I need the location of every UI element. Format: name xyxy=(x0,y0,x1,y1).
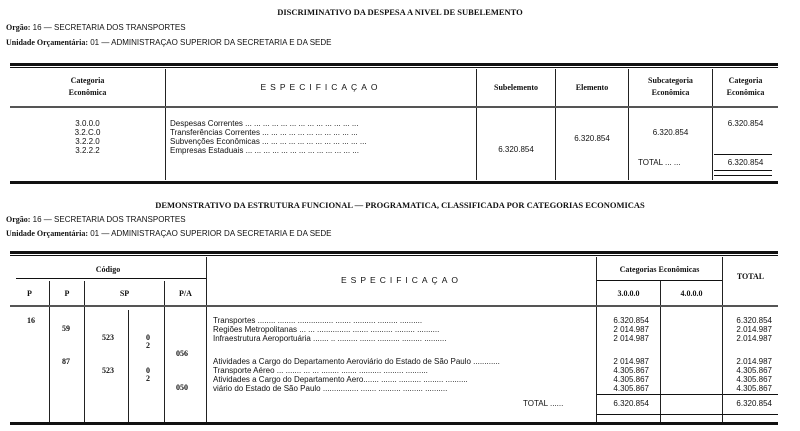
header-subelemento: Subelemento xyxy=(494,83,538,92)
categoria-value: 6.320.854 xyxy=(727,119,764,128)
unidade-value: 01 — ADMINISTRAÇAO SUPERIOR DA SECRETARIA E DA SEDE xyxy=(90,229,332,238)
cat3-value: 6.320.854 xyxy=(613,316,649,325)
spec: viário do Estado de São Paulo ................ ....... .......... ......... .......... xyxy=(213,384,448,393)
total-value: 6.320.854 xyxy=(736,316,772,325)
total-label: TOTAL ...... xyxy=(523,399,564,408)
header-categorias: Categorias Econômicas xyxy=(619,265,700,274)
code-sub-b2: 2 xyxy=(146,374,150,383)
header-codigo: Código xyxy=(95,265,121,274)
code-sp-a: 523 xyxy=(102,333,114,342)
cat3-value: 2 014.987 xyxy=(613,325,649,334)
spec: Empresas Estaduais ... ... ... ... ... ... ... ... ... ... ... ... ... xyxy=(170,146,359,155)
divider xyxy=(128,310,129,422)
total-rule xyxy=(714,175,772,176)
spec: Transporte Aéreo ... ....... ... ... ........ ....... .......... ......... .......... xyxy=(213,366,428,375)
section1-title: DISCRIMINATIVO DA DESPESA A NIVEL DE SUBELEMENTO xyxy=(277,7,523,17)
code: 3.2.C.0 xyxy=(74,128,101,137)
orgao-value: 16 — SECRETARIA DOS TRANSPORTES xyxy=(32,23,186,32)
header-elemento: Elemento xyxy=(575,83,609,92)
header-total: TOTAL xyxy=(736,272,765,281)
orgao-value: 16 — SECRETARIA DOS TRANSPORTES xyxy=(32,215,186,224)
header-especificacao: ESPECIFICAÇAO xyxy=(260,82,382,92)
cat3-b xyxy=(597,357,649,393)
code: 3.2.2.0 xyxy=(75,137,100,146)
table1-bottom-rule xyxy=(10,181,778,184)
total-value: 6.320.854 xyxy=(736,399,772,408)
section2-unidade xyxy=(6,229,331,238)
unidade-value: 01 — ADMINISTRAÇAO SUPERIOR DA SECRETARIA E DA SEDE xyxy=(90,38,332,47)
orgao-label: Orgão: xyxy=(6,215,31,224)
divider xyxy=(49,281,50,422)
header-cat3: 3.0.0.0 xyxy=(617,289,640,298)
code-p-a: 59 xyxy=(62,324,70,333)
total-value: 4.305.867 xyxy=(736,366,772,375)
total-rule xyxy=(597,414,778,415)
total-value: 2.014.987 xyxy=(736,325,772,334)
cat3-value: 4.305.867 xyxy=(613,384,649,393)
total-value: 2.014.987 xyxy=(736,357,772,366)
table1-top-rule-thin xyxy=(10,67,778,68)
section1-unidade xyxy=(6,38,331,47)
cat3-value: 4.305.867 xyxy=(613,366,649,375)
header-categoria-2: Econômica xyxy=(68,88,107,97)
total-value: 4.305.867 xyxy=(736,375,772,384)
spec: Transportes ........ ........ ................ ....... .......... ......... .......... xyxy=(213,316,423,325)
code: 3.0.0.0 xyxy=(75,119,100,128)
codigo-rule xyxy=(16,278,206,279)
section1-orgao xyxy=(6,23,186,32)
cat3-value: 4.305.867 xyxy=(613,375,649,384)
total-value: 6.320.854 xyxy=(727,158,764,167)
code-pa-b: 050 xyxy=(176,383,188,392)
cat3-a xyxy=(597,316,649,343)
subtotal-rule xyxy=(723,394,778,395)
elemento-value: 6.320.854 xyxy=(574,134,610,143)
subelemento-value: 6.320.854 xyxy=(498,145,534,154)
table1-header-rule xyxy=(10,106,778,108)
header-categoria-econ-2: Econômica xyxy=(726,88,765,97)
divider xyxy=(84,281,85,422)
header-p2: P xyxy=(64,289,70,298)
code-sub-a2: 2 xyxy=(146,341,150,350)
section2-orgao xyxy=(6,215,186,224)
unidade-label: Unidade Orçamentária: xyxy=(6,38,88,47)
table2-top-rule-thin xyxy=(10,255,778,256)
table2-top-rule xyxy=(10,251,778,254)
code-sp-b: 523 xyxy=(102,366,114,375)
subtotal-rule xyxy=(597,394,722,395)
code: 3.2.2.2 xyxy=(75,146,100,155)
table1-top-rule xyxy=(10,63,778,66)
total-rule xyxy=(714,170,772,171)
total-rule xyxy=(714,154,772,155)
spec: Transferências Correntes ... ... ... ... ... ... ... ... ... ... ... xyxy=(170,128,358,137)
code-p-b: 87 xyxy=(62,357,70,366)
codes-column xyxy=(10,119,165,155)
spec: Infraestrutura Aeroportuária ....... .. ......... ....... .......... ......... .......... xyxy=(213,334,447,343)
section2-title: DEMONSTRATIVO DA ESTRUTURA FUNCIONAL — PROGRAMATICA, CLASSIFICADA POR CATEGORIAS ECONOMICAS xyxy=(155,200,645,210)
specs-a xyxy=(213,316,446,343)
cat3-value: 2 014.987 xyxy=(613,357,649,366)
specs-column xyxy=(170,119,367,155)
total-cat3: 6.320.854 xyxy=(613,399,649,408)
header-pa: P/A xyxy=(179,289,192,298)
header-sp: SP xyxy=(119,289,130,298)
total-b xyxy=(723,357,772,393)
total-a xyxy=(723,316,772,343)
code-pa-a: 056 xyxy=(176,349,188,358)
table2-header-rule xyxy=(10,305,778,307)
divider xyxy=(628,69,629,180)
header-categoria: Categoria xyxy=(70,76,105,85)
header-subcategoria-2: Econômica xyxy=(651,88,690,97)
subcategoria-value: 6.320.854 xyxy=(652,128,689,137)
unidade-label: Unidade Orçamentária: xyxy=(6,229,88,238)
specs-b xyxy=(213,357,500,393)
divider xyxy=(164,281,165,422)
spec: Subvenções Econômicas ... ... ... ... ... ... ... ... ... ... ... ... xyxy=(170,137,367,146)
divider xyxy=(660,281,661,422)
header-cat4: 4.0.0.0 xyxy=(680,289,703,298)
header-especificacao: ESPECIFICAÇAO xyxy=(341,275,462,285)
spec: Despesas Correntes ... ... ... ... ... ... ... ... ... ... ... ... ... xyxy=(170,119,359,128)
total-value: 2.014.987 xyxy=(736,334,772,343)
spec: Atividades a Cargo do Departamento Aero....... ....... .......... ......... .......... xyxy=(213,375,468,384)
header-categoria-econ: Categoria xyxy=(728,76,763,85)
total-value: 4.305.867 xyxy=(736,384,772,393)
code-sub-b0: 0 xyxy=(146,366,150,375)
total-label: TOTAL ... ... xyxy=(638,158,681,167)
table2-bottom-rule xyxy=(10,422,778,425)
spec: Atividades a Cargo do Departamento Aeroviário do Estado de São Paulo ............ xyxy=(213,357,500,366)
code-sub-a0: 0 xyxy=(146,333,150,342)
orgao-label: Orgão: xyxy=(6,23,31,32)
header-subcategoria: Subcategoria xyxy=(648,76,693,85)
cat3-value: 2 014.987 xyxy=(613,334,649,343)
code-f: 16 xyxy=(27,316,35,325)
spec: Regiões Metropolitanas ... ... ............... ....... .......... ......... .......... xyxy=(213,325,440,334)
header-p1: P xyxy=(27,289,32,298)
